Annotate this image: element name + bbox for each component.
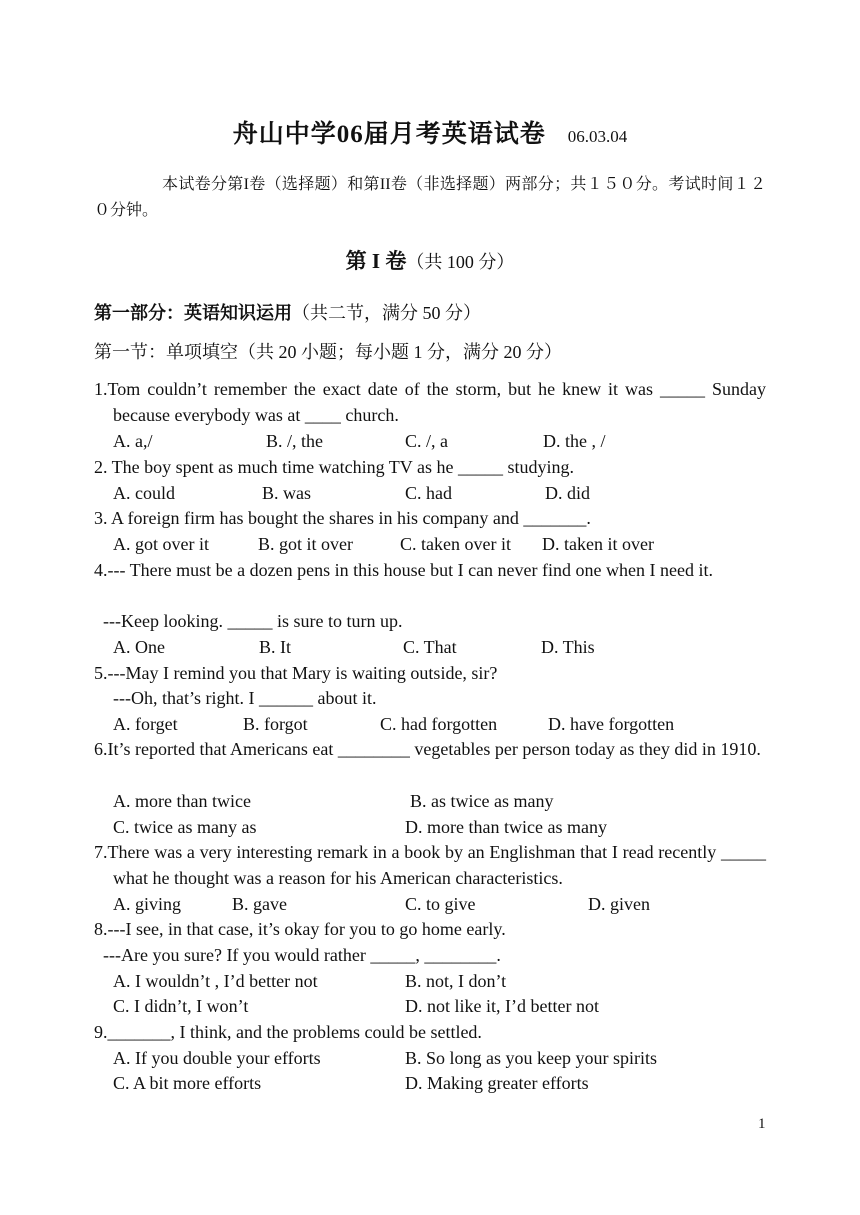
question-2-stem: 2. The boy spent as much time watching TV as he _____ studying. xyxy=(94,457,574,477)
part-heading xyxy=(94,299,481,325)
question-8-option-c: C. I didn’t, I won’t xyxy=(113,996,249,1016)
question-4-reply: ---Keep looking. _____ is sure to turn up. xyxy=(103,611,403,631)
question-8-stem: 8.---I see, in that case, it’s okay for you to go home early. xyxy=(94,919,506,939)
question-9-option-b: B. So long as you keep your spirits xyxy=(405,1048,657,1068)
question-4-option-c: C. That xyxy=(403,637,457,657)
question-5-option-b: B. forgot xyxy=(243,714,308,734)
exam-title xyxy=(0,114,860,150)
question-6-stem: 6.It’s reported that Americans eat ________ vegetables per person today as they did in 1910. xyxy=(94,739,761,759)
question-2-option-c: C. had xyxy=(405,483,452,503)
question-7-option-b: B. gave xyxy=(232,894,287,914)
question-2-option-b: B. was xyxy=(262,483,311,503)
question-7-option-a: A. giving xyxy=(113,894,182,914)
question-5-option-c: C. had forgotten xyxy=(380,714,498,734)
question-1-option-a: A. a,/ xyxy=(113,431,153,451)
question-9-option-d: D. Making greater efforts xyxy=(405,1073,589,1093)
question-1-option-c: C. /, a xyxy=(405,431,448,451)
question-1-option-d: D. the , / xyxy=(543,431,606,451)
question-5-option-d: D. have forgotten xyxy=(548,714,675,734)
question-3-option-d: D. taken it over xyxy=(542,534,654,554)
question-9-option-a: A. If you double your efforts xyxy=(113,1048,321,1068)
exam-date: 06.03.04 xyxy=(567,127,628,146)
question-6-option-b: B. as twice as many xyxy=(410,791,554,811)
question-3-option-a: A. got over it xyxy=(113,534,209,554)
exam-instructions: 本试卷分第I卷（选择题）和第II卷（非选择题）两部分；共１５０分。考试时间１２０分钟。 xyxy=(94,176,766,219)
question-4-stem: 4.--- There must be a dozen pens in this house but I can never find one when I need it. xyxy=(94,560,713,580)
question-7-option-d: D. given xyxy=(588,894,650,914)
question-8-option-a: A. I wouldn’t , I’d better not xyxy=(113,971,318,991)
page-number: 1 xyxy=(758,1116,766,1132)
title-text: 舟山中学06届月考英语试卷 xyxy=(232,121,546,148)
question-4-option-b: B. It xyxy=(259,637,292,657)
question-5-stem: 5.---May I remind you that Mary is waiting outside, sir? xyxy=(94,663,498,683)
section-heading: 第一节：单项填空（共 20 小题；每小题 1 分，满分 20 分） xyxy=(94,342,562,362)
question-2-option-a: A. could xyxy=(113,483,175,503)
question-7-option-c: C. to give xyxy=(405,894,476,914)
question-3-stem: 3. A foreign firm has bought the shares in his company and _______. xyxy=(94,508,591,528)
question-5-option-a: A. forget xyxy=(113,714,178,734)
question-1-option-b: B. /, the xyxy=(266,431,323,451)
question-4-option-d: D. This xyxy=(541,637,595,657)
question-2-option-d: D. did xyxy=(545,483,590,503)
question-4-option-a: A. One xyxy=(113,637,165,657)
question-9-option-c: C. A bit more efforts xyxy=(113,1073,262,1093)
question-3-option-c: C. taken over it xyxy=(400,534,511,554)
volume-label: 第 I 卷 xyxy=(345,249,407,273)
question-8-option-b: B. not, I don’t xyxy=(405,971,507,991)
question-7-stem: 7.There was a very interesting remark in a book by an Englishman that I read recently _____ what he thought was a reason for his American characteristics. xyxy=(94,842,766,888)
question-1-stem: 1.Tom couldn’t remember the exact date of the storm, but he knew it was _____ Sunday because everybody was at ____ church. xyxy=(94,379,766,425)
question-9-stem: 9._______, I think, and the problems could be settled. xyxy=(94,1022,482,1042)
question-3-option-b: B. got it over xyxy=(258,534,353,554)
question-6-option-a: A. more than twice xyxy=(113,791,251,811)
question-6-option-c: C. twice as many as xyxy=(113,817,257,837)
question-6-option-d: D. more than twice as many xyxy=(405,817,607,837)
volume-score: （共 100 分） xyxy=(406,252,515,272)
part-score: （共二节，满分 50 分） xyxy=(292,303,481,323)
question-8-option-d: D. not like it, I’d better not xyxy=(405,996,599,1016)
question-8-reply: ---Are you sure? If you would rather _____, ________. xyxy=(103,945,501,965)
question-5-reply: ---Oh, that’s right. I ______ about it. xyxy=(113,688,377,708)
part-label: 第一部分：英语知识运用 xyxy=(94,303,292,323)
volume-heading xyxy=(0,245,860,275)
